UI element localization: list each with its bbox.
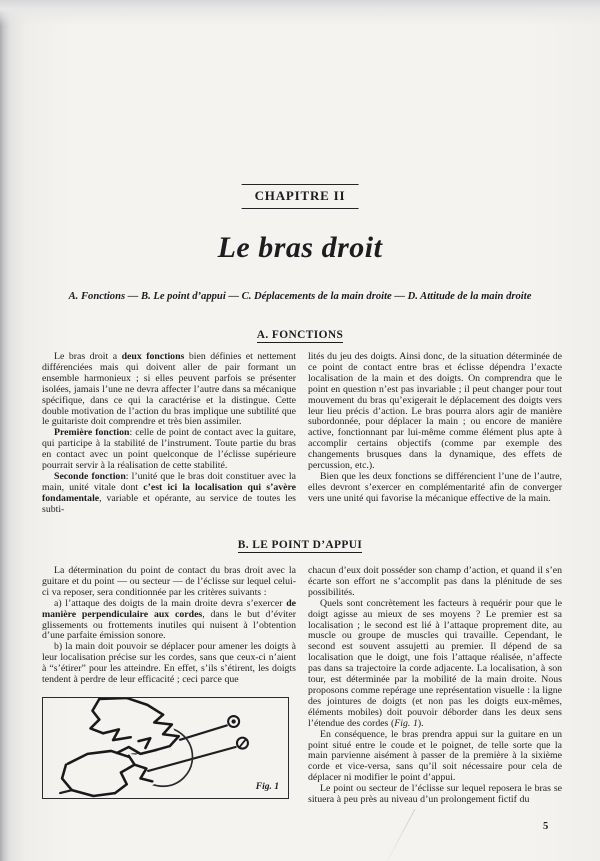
page-number: 5: [543, 821, 549, 832]
chapter-label: [242, 184, 359, 209]
section-b-right-column: [308, 566, 562, 806]
figure-caption: Fig. 1: [255, 782, 279, 792]
figure-1: [42, 697, 289, 799]
paragraph: lités du jeu des doigts. Ainsi donc, de la situation déterminée de ce point de contact entre bras et éclisse dépendra l’exacte localisation de la main et des doigts. On comprendra que le point en question n’est pas invariable ; il peut changer pour tout mouvement du bras qu’exigerait le déplacement des doigts vers leur lieu précis d’action. Le bras pourra alors agir de manière subordonnée, pour déplacer la main ; ou encore de manière active, fonctionnant par lui-même comme élément plus apte à accomplir certains objectifs (comme par exemple des changements brusques dans la dynamique, des effets de percussion, etc.).: [308, 351, 562, 472]
section-a-heading-text: A. FONCTIONS: [256, 329, 344, 341]
paragraph: b) la main doit pouvoir se déplacer pour amener les doigts à leur localisation précise sur les cordes, sans que ceux-ci n’aient à “s’étirer” pour les atteindre. En effet, s’ils s’étirent, les doigts tendent à perdre de leur efficacité ; ceci parce que: [42, 641, 296, 686]
chapter-label-text: CHAPITRE II: [254, 188, 346, 203]
paragraph: Seconde fonction: l’unité que le bras doit constituer avec la main, unité vitale dont c’est ici la localisation qui s’avère fondamentale, variable et opérante, au service de toutes les subti-: [42, 470, 296, 515]
chapter-title: Le bras droit: [217, 231, 383, 264]
section-a-right-column: [308, 352, 562, 516]
paragraph: La détermination du point de contact du bras droit avec la guitare et du point — ou secteur — de l’éclisse sur lequel celui-ci va reposer, sera conditionnée par les critères suivants :: [42, 565, 296, 598]
paragraph: chacun d’eux doit posséder son champ d’action, et quand il s’en écarte son effort ne s’accomplit pas dans la plénitude de ses possibilités.: [308, 565, 562, 598]
paragraph: Le point ou secteur de l’éclisse sur lequel reposera le bras se situera à peu près au niveau d’un prolongement fictif du: [308, 783, 562, 806]
filled-dot-circle-marker-icon: [228, 716, 239, 727]
section-b-heading: [0, 539, 600, 551]
section-a-heading: [0, 329, 600, 341]
paragraph: Première fonction: celle de point de contact avec la guitare, qui participe à la stabilité de l’instrument. Toute partie du bras en contact avec un point quelconque de l’éclisse supérieure pourrait servir à la réalisation de cette stabilité.: [42, 427, 296, 472]
chapter-subtitle: A. Fonctions — B. Le point d’appui — C. Déplacements de la main droite — D. Attitude de la main droite: [68, 291, 532, 302]
paragraph: Bien que les deux fonctions se différencient l’une de l’autre, elles devront s’exercer en complémentarité afin de converger vers une unité qui favorise la mécanique effective de la main.: [308, 470, 562, 504]
paragraph: Le bras droit a deux fonctions bien définies et nettement différenciées mais qui doivent aller de pair formant un ensemble harmonieux ; si elles peuvent parfois se présenter isolées, jamais l’une ne devra affecter l’autre dans sa mécanique spécifique, dans ce qui la caractérise et la distingue. Cette double motivation de l’action du bras implique une subtilité que le guitariste doit comprendre et très bien assimiler.: [42, 351, 296, 428]
paragraph: En conséquence, le bras prendra appui sur la guitare en un point situé entre le coude et le poignet, de telle sorte que la main parvienne aisément à passer de la première à la sixième corde et vice-versa, sans qu’il soit nécessaire pour cela de déplacer ni modifier le point d’appui.: [308, 728, 562, 784]
section-b-heading-text: B. LE POINT D’APPUI: [237, 539, 363, 551]
scan-crease: [382, 809, 416, 861]
paragraph: Quels sont concrètement les facteurs à requérir pour que le doigt agisse au mieux de ses moyens ? Le premier est sa localisation ; le second est lié à l’attaque proprement dite, au muscle ou groupe de muscles qui travaille. Cependant, le second est souvent assujetti au premier. Il dépend de sa localisation que le doigt, une fois l’attaque réalisée, n’affecte pas dans sa trajectoire la corde adjacente. La localisation, à son tour, est déterminée par la mobilité de la main droite. Nous proposons comme repérage une représentation visuelle : la ligne des jointures de doigts (et non pas les doigts eux-mêmes, éléments mobiles) doit pouvoir déborder dans les deux sens l’étendue des cordes (Fig. 1).: [308, 597, 562, 729]
hand-over-strings-sketch-icon: [43, 698, 288, 798]
paragraph: a) l’attaque des doigts de la main droite devra s’exercer de manière perpendiculaire aux cordes, dans le but d’éviter glissements ou frottements inutiles qui nuisent à l’obtention d’une parfaite émission sonore.: [42, 597, 297, 642]
section-a-left-column: [42, 352, 296, 516]
section-a-columns: [42, 352, 562, 516]
slashed-circle-marker-icon: [237, 738, 248, 749]
